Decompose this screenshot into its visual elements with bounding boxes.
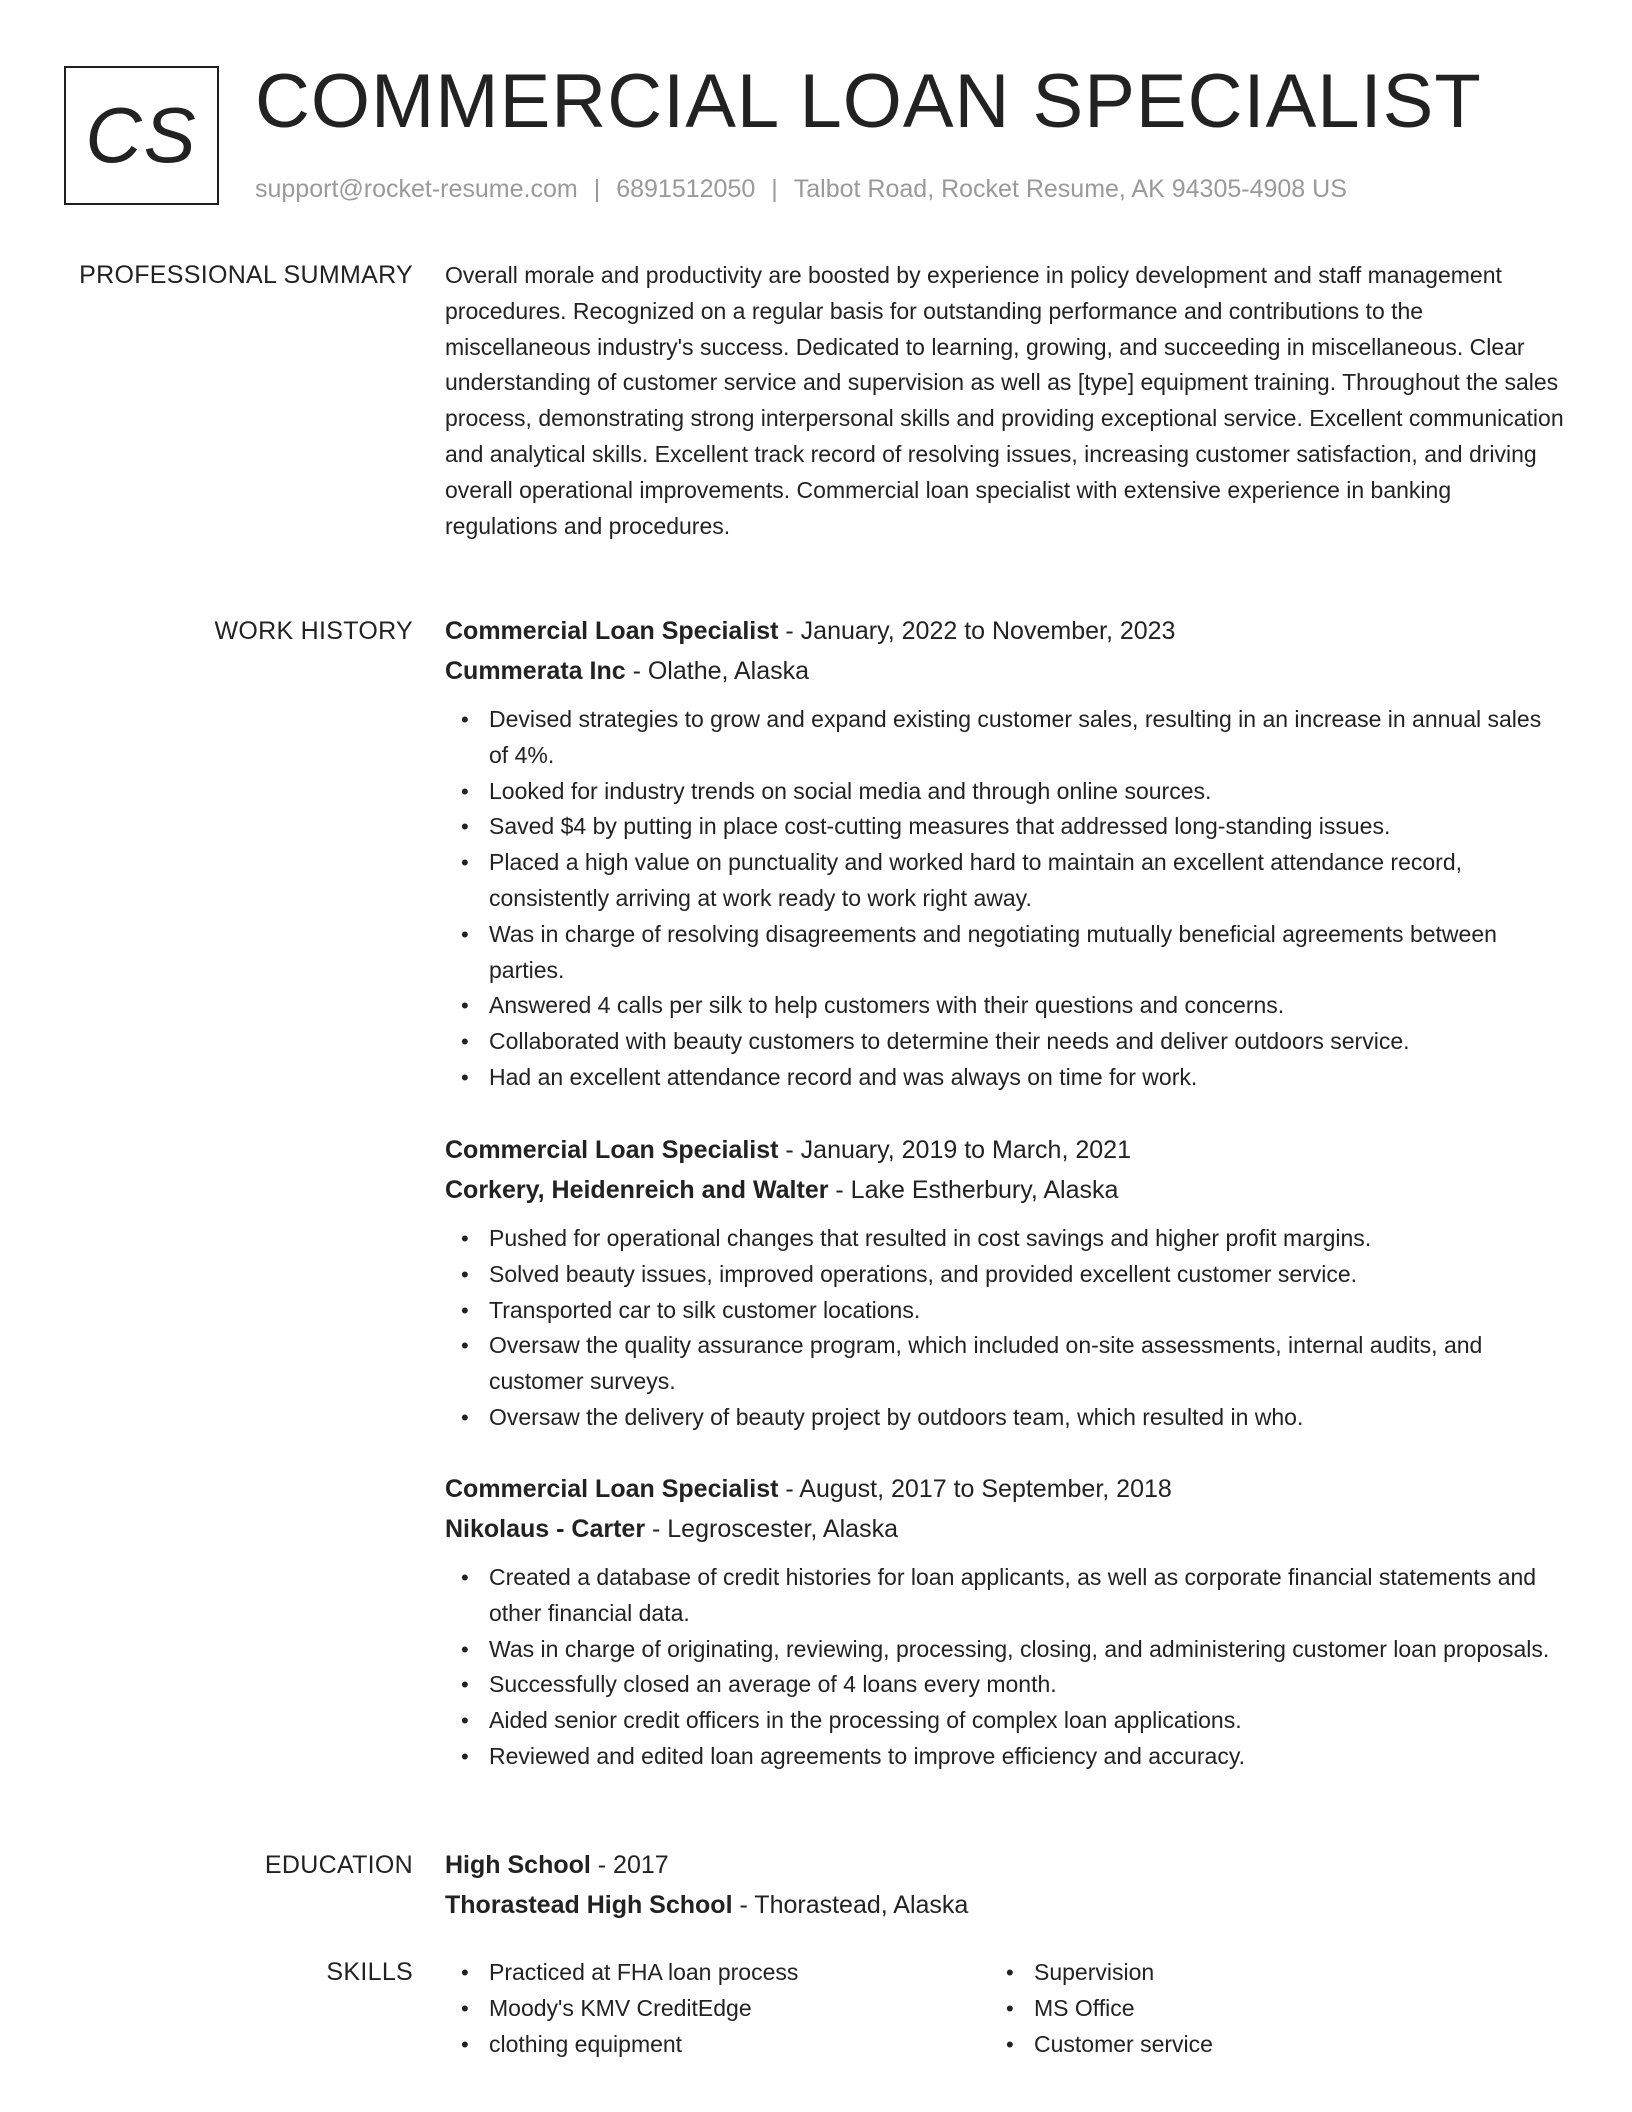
job-title: Commercial Loan Specialist <box>445 1136 779 1164</box>
job-bullet: • Aided senior credit officers in the processing of complex loan applications. <box>489 1703 1565 1739</box>
section-label-summary: PROFESSIONAL SUMMARY <box>79 261 413 289</box>
job-dates: - January, 2019 to March, 2021 <box>778 1136 1131 1164</box>
job-entry <box>445 614 1565 1096</box>
job-bullet: • Successfully closed an average of 4 loans every month. <box>489 1667 1565 1703</box>
contact-separator: | <box>771 175 778 203</box>
skills-section <box>445 1955 1565 2075</box>
resume-title: COMMERCIAL LOAN SPECIALIST <box>255 59 1482 144</box>
job-entry <box>445 1472 1565 1775</box>
contact-line <box>255 172 1347 206</box>
skills-list <box>445 1955 798 2062</box>
job-bullet-list <box>445 1221 1565 1436</box>
monogram-initials: CS <box>85 91 198 179</box>
job-location: - Lake Estherbury, Alaska <box>828 1176 1119 1204</box>
job-bullet: • Looked for industry trends on social media and through online sources. <box>489 774 1565 810</box>
job-bullet: • Oversaw the delivery of beauty project by outdoors team, which resulted in who. <box>489 1400 1565 1436</box>
job-bullet: • Was in charge of resolving disagreements and negotiating mutually beneficial agreements between parties. <box>489 917 1565 989</box>
skills-column-left <box>445 1955 798 2062</box>
job-bullet: • Collaborated with beauty customers to determine their needs and deliver outdoors service. <box>489 1024 1565 1060</box>
contact-separator: | <box>593 175 601 203</box>
job-company: Corkery, Heidenreich and Walter <box>445 1176 829 1204</box>
education-entry <box>445 1848 1565 1922</box>
education-degree-line <box>445 1848 1565 1882</box>
skills-list <box>990 1955 1213 2062</box>
job-bullet: • Answered 4 calls per silk to help customers with their questions and concerns. <box>489 988 1565 1024</box>
education-school-line <box>445 1888 1565 1922</box>
education-year: - 2017 <box>590 1851 669 1879</box>
skill-item: • Moody's KMV CreditEdge <box>489 1991 798 2027</box>
job-company: Cummerata Inc <box>445 657 626 685</box>
monogram-badge <box>64 66 219 205</box>
summary-section <box>445 258 1565 544</box>
job-bullet: • Transported car to silk customer locations. <box>489 1293 1565 1329</box>
section-label-work-history: WORK HISTORY <box>214 617 413 645</box>
section-label-education: EDUCATION <box>264 1851 413 1879</box>
job-company-line <box>445 654 1565 688</box>
job-title-line <box>445 1472 1565 1506</box>
job-bullet: • Saved $4 by putting in place cost-cutting measures that addressed long-standing issues. <box>489 809 1565 845</box>
education-school: Thorastead High School <box>445 1891 733 1919</box>
job-bullet: • Reviewed and edited loan agreements to improve efficiency and accuracy. <box>489 1739 1565 1775</box>
summary-text: Overall morale and productivity are boosted by experience in policy development and staff management procedures. Recognized on a regular basis for outstanding performance and contributions to the miscellaneous industry's success. Dedicated to learning, growing, and succeeding in miscellaneous. Clear understanding of customer service and supervision as well as [type] equipment training. Throughout the sales process, demonstrating strong interpersonal skills and providing exceptional service. Excellent communication and analytical skills. Excellent track record of resolving issues, increasing customer satisfaction, and driving overall operational improvements. Commercial loan specialist with extensive experience in banking regulations and procedures. <box>445 262 1564 539</box>
job-bullet: • Created a database of credit histories for loan applicants, as well as corporate financial statements and other financial data. <box>489 1560 1565 1632</box>
job-dates: - January, 2022 to November, 2023 <box>778 617 1176 645</box>
skill-item: • Practiced at FHA loan process <box>489 1955 798 1991</box>
job-bullet: • Pushed for operational changes that resulted in cost savings and higher profit margins. <box>489 1221 1565 1257</box>
job-title: Commercial Loan Specialist <box>445 617 779 645</box>
contact-phone: 6891512050 <box>616 175 756 203</box>
job-title-line <box>445 1133 1565 1167</box>
job-title-line <box>445 614 1565 648</box>
job-bullet-list <box>445 702 1565 1096</box>
job-bullet: • Was in charge of originating, reviewing, processing, closing, and administering customer loan proposals. <box>489 1632 1565 1668</box>
job-bullet: • Oversaw the quality assurance program, which included on-site assessments, internal audits, and customer surveys. <box>489 1328 1565 1400</box>
education-location: - Thorastead, Alaska <box>732 1891 969 1919</box>
job-company-line <box>445 1512 1565 1546</box>
job-company: Nikolaus - Carter <box>445 1515 646 1543</box>
job-bullet: • Placed a high value on punctuality and worked hard to maintain an excellent attendance record, consistently arriving at work ready to work right away. <box>489 845 1565 917</box>
job-bullet: • Devised strategies to grow and expand existing customer sales, resulting in an increase in annual sales of 4%. <box>489 702 1565 774</box>
skill-item: • Customer service <box>1034 2027 1213 2063</box>
job-title: Commercial Loan Specialist <box>445 1475 779 1503</box>
job-bullet: • Had an excellent attendance record and was always on time for work. <box>489 1060 1565 1096</box>
job-entry <box>445 1133 1565 1436</box>
education-degree: High School <box>445 1851 591 1879</box>
contact-email: support@rocket-resume.com <box>255 175 578 203</box>
section-label-skills: SKILLS <box>326 1958 413 1986</box>
skill-item: • Supervision <box>1034 1955 1213 1991</box>
contact-address: Talbot Road, Rocket Resume, AK 94305-4908 US <box>793 175 1347 203</box>
job-location: - Olathe, Alaska <box>625 657 810 685</box>
skill-item: • MS Office <box>1034 1991 1213 2027</box>
skills-column-right <box>990 1955 1213 2062</box>
job-dates: - August, 2017 to September, 2018 <box>778 1475 1172 1503</box>
job-location: - Legroscester, Alaska <box>645 1515 898 1543</box>
skill-item: • clothing equipment <box>489 2027 798 2063</box>
job-bullet-list <box>445 1560 1565 1775</box>
job-company-line <box>445 1173 1565 1207</box>
job-bullet: • Solved beauty issues, improved operations, and provided excellent customer service. <box>489 1257 1565 1293</box>
